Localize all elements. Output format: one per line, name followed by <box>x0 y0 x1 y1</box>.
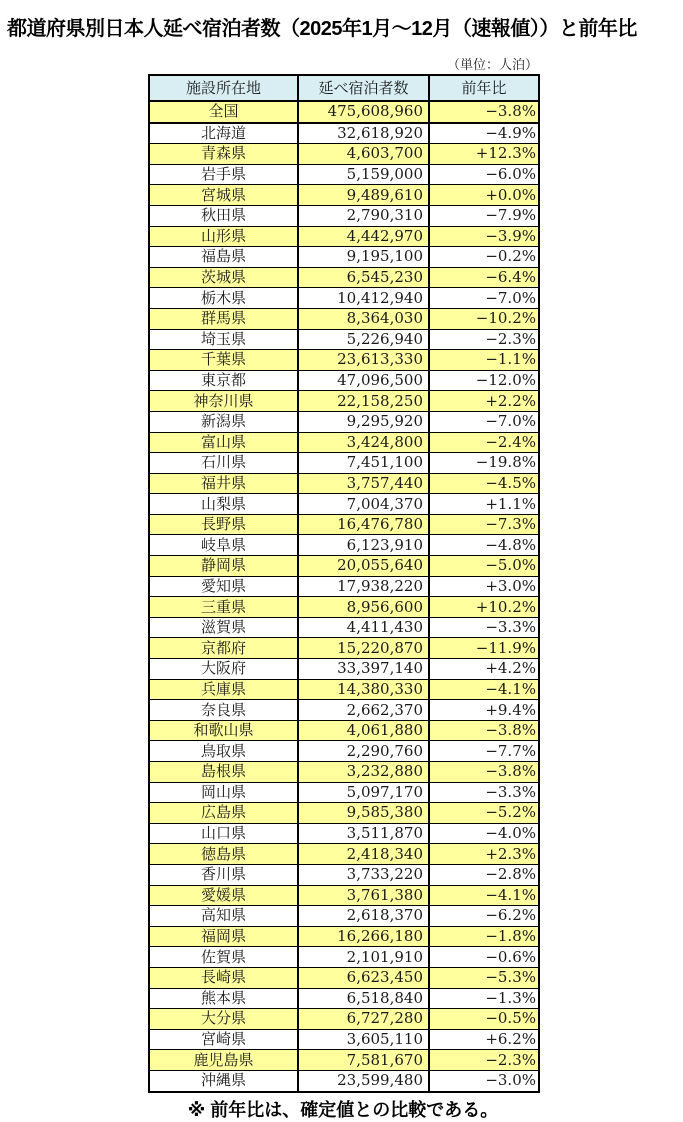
yoy-cell: +1.1% <box>429 494 539 515</box>
area-cell: 兵庫県 <box>149 679 298 700</box>
area-cell: 富山県 <box>149 432 298 453</box>
area-cell: 山形県 <box>149 226 298 247</box>
table-row <box>149 1050 539 1071</box>
area-cell: 鳥取県 <box>149 741 298 762</box>
table-row <box>149 947 539 968</box>
yoy-cell: −3.0% <box>429 1070 539 1091</box>
area-cell: 徳島県 <box>149 844 298 865</box>
yoy-cell: −1.8% <box>429 926 539 947</box>
table-row <box>149 597 539 618</box>
area-cell: 山梨県 <box>149 494 298 515</box>
yoy-cell: −0.5% <box>429 1009 539 1030</box>
yoy-cell: −3.8% <box>429 762 539 783</box>
area-cell: 広島県 <box>149 803 298 824</box>
yoy-cell: −2.3% <box>429 329 539 350</box>
nights-cell: 10,412,940 <box>298 288 429 309</box>
area-cell: 佐賀県 <box>149 947 298 968</box>
nights-cell: 5,097,170 <box>298 782 429 803</box>
nights-cell: 16,266,180 <box>298 926 429 947</box>
nights-cell: 14,380,330 <box>298 679 429 700</box>
yoy-cell: −4.1% <box>429 679 539 700</box>
yoy-cell: +2.3% <box>429 844 539 865</box>
yoy-cell: −4.0% <box>429 823 539 844</box>
nights-cell: 3,424,800 <box>298 432 429 453</box>
yoy-cell: −3.3% <box>429 782 539 803</box>
area-cell: 愛媛県 <box>149 885 298 906</box>
table-row <box>149 514 539 535</box>
nights-cell: 2,101,910 <box>298 947 429 968</box>
yoy-cell: −5.0% <box>429 556 539 577</box>
yoy-cell: −10.2% <box>429 308 539 329</box>
area-cell: 山口県 <box>149 823 298 844</box>
area-cell: 島根県 <box>149 762 298 783</box>
nights-cell: 4,061,880 <box>298 720 429 741</box>
unit-note: （単位：人泊） <box>446 58 538 73</box>
area-cell: 福島県 <box>149 247 298 268</box>
table-row <box>149 885 539 906</box>
nights-cell: 16,476,780 <box>298 514 429 535</box>
table-row <box>149 535 539 556</box>
yoy-cell: +9.4% <box>429 700 539 721</box>
area-cell: 栃木県 <box>149 288 298 309</box>
table-row <box>149 432 539 453</box>
page <box>0 12 683 1120</box>
table-row <box>149 453 539 474</box>
table-row <box>149 1070 539 1091</box>
nights-cell: 17,938,220 <box>298 576 429 597</box>
yoy-cell: −11.9% <box>429 638 539 659</box>
table-row <box>149 988 539 1009</box>
table-header <box>149 75 539 101</box>
table-row <box>149 308 539 329</box>
nights-cell: 2,662,370 <box>298 700 429 721</box>
area-cell: 沖縄県 <box>149 1070 298 1091</box>
yoy-cell: −7.0% <box>429 288 539 309</box>
table-section <box>148 54 538 1122</box>
yoy-cell: −4.5% <box>429 473 539 494</box>
yoy-cell: −7.3% <box>429 514 539 535</box>
table-row <box>149 659 539 680</box>
area-cell: 鹿児島県 <box>149 1050 298 1071</box>
nights-cell: 9,585,380 <box>298 803 429 824</box>
nights-cell: 8,364,030 <box>298 308 429 329</box>
table-row <box>149 823 539 844</box>
nights-cell: 33,397,140 <box>298 659 429 680</box>
nights-cell: 8,956,600 <box>298 597 429 618</box>
yoy-cell: +12.3% <box>429 144 539 165</box>
nights-cell: 2,290,760 <box>298 741 429 762</box>
page-title: 都道府県別日本人延べ宿泊者数（2025年1月～12月（速報値））と前年比 <box>7 18 637 40</box>
nights-cell: 475,608,960 <box>298 101 429 123</box>
nights-cell: 23,599,480 <box>298 1070 429 1091</box>
yoy-cell: −7.7% <box>429 741 539 762</box>
table-row <box>149 144 539 165</box>
footnote: ※ 前年比は、確定値との比較である。 <box>187 1099 499 1120</box>
table-row <box>149 101 539 123</box>
area-cell: 香川県 <box>149 864 298 885</box>
nights-cell: 6,518,840 <box>298 988 429 1009</box>
table-row <box>149 391 539 412</box>
table-row <box>149 556 539 577</box>
table-row <box>149 370 539 391</box>
yoy-cell: +4.2% <box>429 659 539 680</box>
yoy-cell: +0.0% <box>429 185 539 206</box>
area-cell: 奈良県 <box>149 700 298 721</box>
table-row <box>149 617 539 638</box>
nights-cell: 7,004,370 <box>298 494 429 515</box>
area-cell: 愛知県 <box>149 576 298 597</box>
nights-cell: 7,581,670 <box>298 1050 429 1071</box>
area-cell: 和歌山県 <box>149 720 298 741</box>
nights-cell: 9,295,920 <box>298 411 429 432</box>
table-row <box>149 864 539 885</box>
yoy-cell: −5.3% <box>429 967 539 988</box>
yoy-cell: −3.9% <box>429 226 539 247</box>
nights-cell: 15,220,870 <box>298 638 429 659</box>
yoy-cell: −7.9% <box>429 205 539 226</box>
table-row <box>149 906 539 927</box>
yoy-cell: −6.0% <box>429 164 539 185</box>
area-cell: 大分県 <box>149 1009 298 1030</box>
yoy-cell: −4.1% <box>429 885 539 906</box>
yoy-cell: −0.6% <box>429 947 539 968</box>
header-area: 施設所在地 <box>149 75 298 101</box>
table-row <box>149 741 539 762</box>
header-nights: 延べ宿泊者数 <box>298 75 429 101</box>
yoy-cell: −19.8% <box>429 453 539 474</box>
nights-cell: 2,418,340 <box>298 844 429 865</box>
nights-cell: 9,195,100 <box>298 247 429 268</box>
table-row <box>149 350 539 371</box>
area-cell: 神奈川県 <box>149 391 298 412</box>
nights-cell: 4,411,430 <box>298 617 429 638</box>
area-cell: 滋賀県 <box>149 617 298 638</box>
yoy-cell: −3.8% <box>429 720 539 741</box>
table-row <box>149 803 539 824</box>
nights-cell: 3,757,440 <box>298 473 429 494</box>
yoy-cell: −2.8% <box>429 864 539 885</box>
area-cell: 北海道 <box>149 123 298 144</box>
area-cell: 京都府 <box>149 638 298 659</box>
table-row <box>149 762 539 783</box>
area-cell: 東京都 <box>149 370 298 391</box>
table-row <box>149 926 539 947</box>
table-row <box>149 1029 539 1050</box>
table-row <box>149 473 539 494</box>
table-row <box>149 844 539 865</box>
nights-cell: 7,451,100 <box>298 453 429 474</box>
area-cell: 福岡県 <box>149 926 298 947</box>
nights-cell: 3,761,380 <box>298 885 429 906</box>
nights-cell: 47,096,500 <box>298 370 429 391</box>
area-cell: 長崎県 <box>149 967 298 988</box>
yoy-cell: −1.3% <box>429 988 539 1009</box>
area-cell: 高知県 <box>149 906 298 927</box>
table-row <box>149 226 539 247</box>
yoy-cell: −12.0% <box>429 370 539 391</box>
yoy-cell: −4.8% <box>429 535 539 556</box>
nights-cell: 9,489,610 <box>298 185 429 206</box>
yoy-cell: −5.2% <box>429 803 539 824</box>
yoy-cell: +6.2% <box>429 1029 539 1050</box>
table-row <box>149 967 539 988</box>
yoy-cell: −1.1% <box>429 350 539 371</box>
area-cell: 岡山県 <box>149 782 298 803</box>
yoy-cell: +3.0% <box>429 576 539 597</box>
yoy-cell: +10.2% <box>429 597 539 618</box>
area-cell: 静岡県 <box>149 556 298 577</box>
nights-cell: 4,442,970 <box>298 226 429 247</box>
table-row <box>149 288 539 309</box>
table-row <box>149 267 539 288</box>
area-cell: 長野県 <box>149 514 298 535</box>
area-cell: 福井県 <box>149 473 298 494</box>
yoy-cell: −4.9% <box>429 123 539 144</box>
table-row <box>149 247 539 268</box>
yoy-cell: −3.3% <box>429 617 539 638</box>
yoy-cell: −6.4% <box>429 267 539 288</box>
nights-cell: 2,790,310 <box>298 205 429 226</box>
table-row <box>149 205 539 226</box>
nights-cell: 6,545,230 <box>298 267 429 288</box>
table-row <box>149 720 539 741</box>
area-cell: 埼玉県 <box>149 329 298 350</box>
nights-cell: 3,511,870 <box>298 823 429 844</box>
table-row <box>149 782 539 803</box>
nights-cell: 23,613,330 <box>298 350 429 371</box>
area-cell: 秋田県 <box>149 205 298 226</box>
yoy-cell: −2.3% <box>429 1050 539 1071</box>
nights-cell: 6,727,280 <box>298 1009 429 1030</box>
yoy-cell: −6.2% <box>429 906 539 927</box>
yoy-cell: −3.8% <box>429 101 539 123</box>
table-row <box>149 411 539 432</box>
nights-cell: 22,158,250 <box>298 391 429 412</box>
nights-cell: 6,123,910 <box>298 535 429 556</box>
lodging-table <box>148 74 540 1093</box>
nights-cell: 20,055,640 <box>298 556 429 577</box>
table-row <box>149 494 539 515</box>
area-cell: 岐阜県 <box>149 535 298 556</box>
nights-cell: 3,733,220 <box>298 864 429 885</box>
nights-cell: 6,623,450 <box>298 967 429 988</box>
table-body <box>149 101 539 1092</box>
area-cell: 千葉県 <box>149 350 298 371</box>
area-cell: 宮城県 <box>149 185 298 206</box>
yoy-cell: −0.2% <box>429 247 539 268</box>
nights-cell: 2,618,370 <box>298 906 429 927</box>
header-row <box>149 75 539 101</box>
table-row <box>149 1009 539 1030</box>
area-cell: 宮崎県 <box>149 1029 298 1050</box>
table-row <box>149 638 539 659</box>
nights-cell: 32,618,920 <box>298 123 429 144</box>
table-row <box>149 329 539 350</box>
nights-cell: 5,226,940 <box>298 329 429 350</box>
nights-cell: 4,603,700 <box>298 144 429 165</box>
table-row <box>149 123 539 144</box>
yoy-cell: −7.0% <box>429 411 539 432</box>
table-row <box>149 164 539 185</box>
area-cell: 三重県 <box>149 597 298 618</box>
area-cell: 大阪府 <box>149 659 298 680</box>
nights-cell: 3,605,110 <box>298 1029 429 1050</box>
nights-cell: 3,232,880 <box>298 762 429 783</box>
table-row <box>149 185 539 206</box>
area-cell: 茨城県 <box>149 267 298 288</box>
area-cell: 群馬県 <box>149 308 298 329</box>
area-cell: 岩手県 <box>149 164 298 185</box>
table-row <box>149 700 539 721</box>
nights-cell: 5,159,000 <box>298 164 429 185</box>
area-cell: 青森県 <box>149 144 298 165</box>
table-row <box>149 679 539 700</box>
yoy-cell: +2.2% <box>429 391 539 412</box>
area-cell: 熊本県 <box>149 988 298 1009</box>
header-yoy: 前年比 <box>429 75 539 101</box>
area-cell: 新潟県 <box>149 411 298 432</box>
yoy-cell: −2.4% <box>429 432 539 453</box>
table-row <box>149 576 539 597</box>
area-cell: 石川県 <box>149 453 298 474</box>
area-cell: 全国 <box>149 101 298 123</box>
